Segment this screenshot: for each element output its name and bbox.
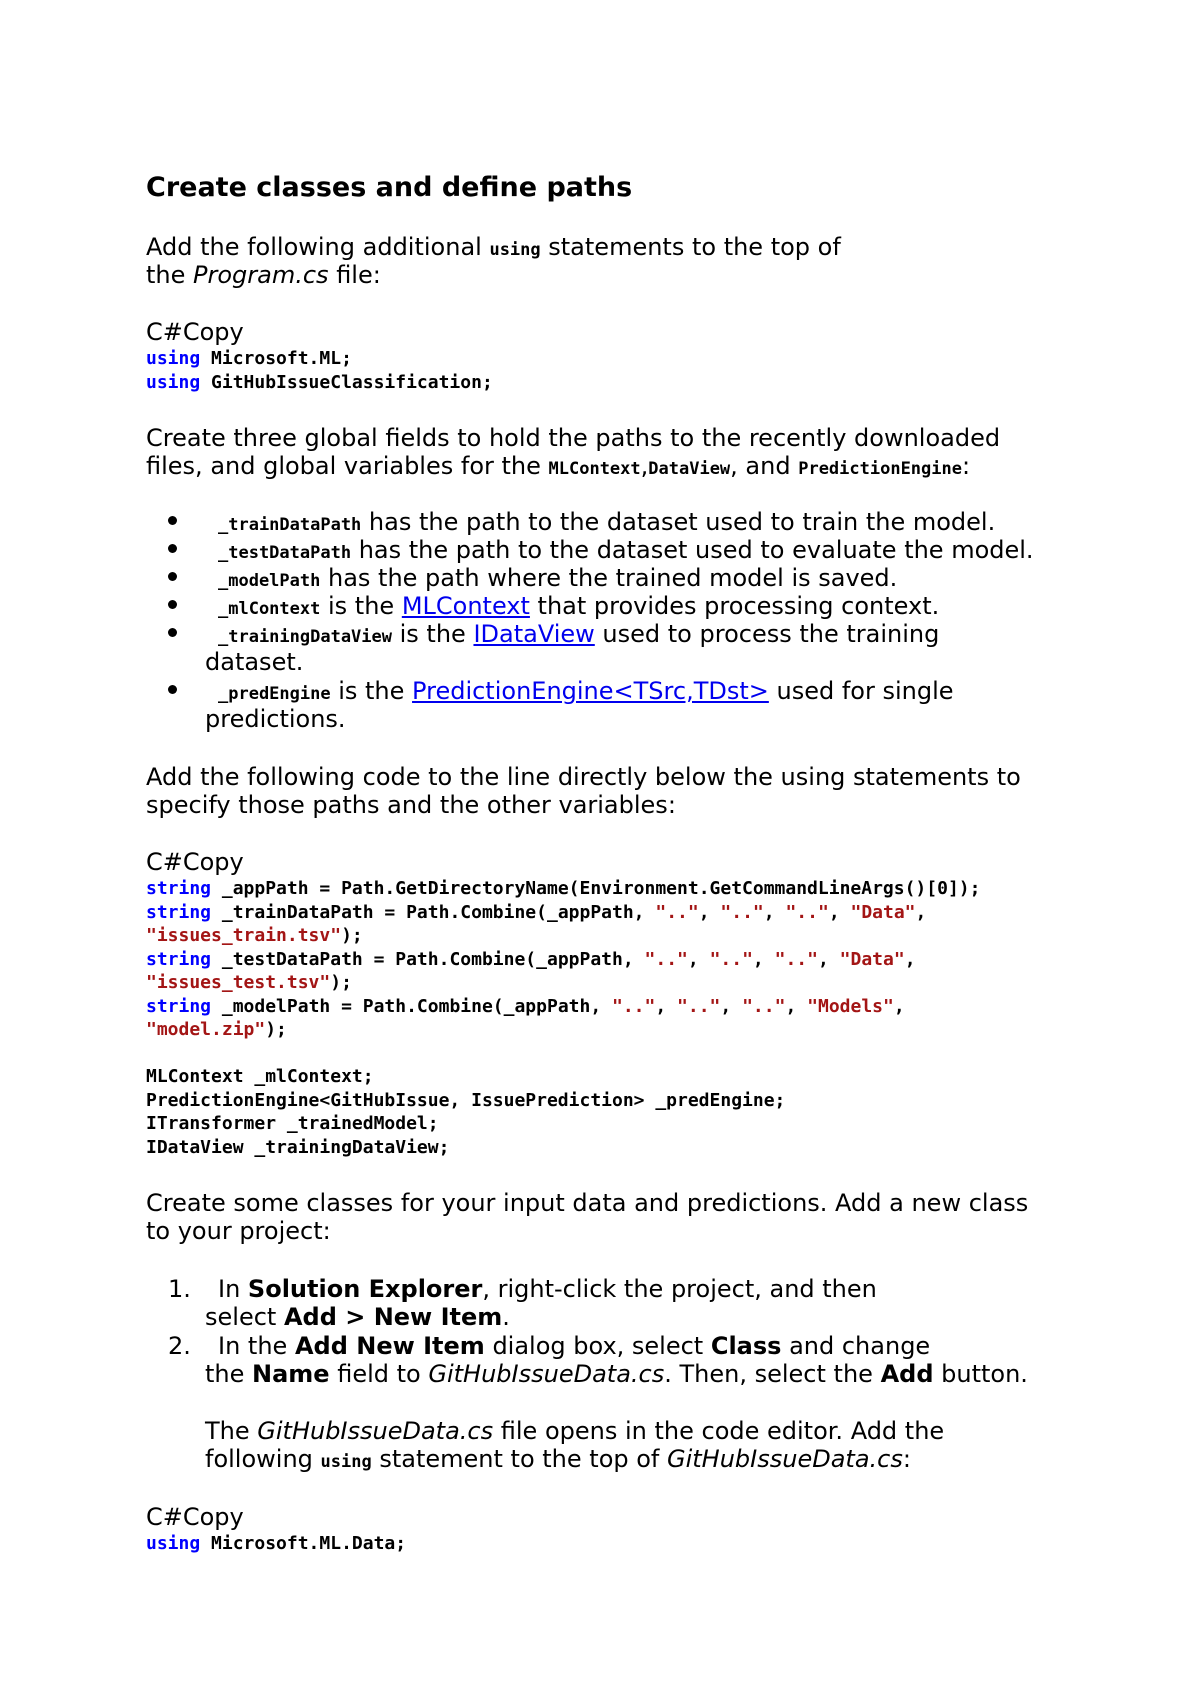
fields-line-2: files, and global variables for the MLContext,DataView, and PredictionEngine: bbox=[146, 452, 971, 480]
code-line: string _modelPath = Path.Combine(_appPath, "..", "..", "..", "Models", bbox=[146, 995, 905, 1017]
code-line: MLContext _mlContext; bbox=[146, 1066, 374, 1087]
list-item-continuation: predictions. bbox=[205, 705, 346, 733]
inline-code: _modelPath bbox=[218, 571, 321, 591]
ui-term: Name bbox=[252, 1360, 330, 1388]
code-copy-label[interactable]: C#Copy bbox=[146, 848, 244, 876]
code-line: using Microsoft.ML; bbox=[146, 348, 352, 369]
step-item-continuation: the Name field to GitHubIssueData.cs. Then, select the Add button. bbox=[205, 1360, 1028, 1388]
mlcontext-link[interactable]: MLContext bbox=[401, 592, 530, 620]
ui-term: Add bbox=[880, 1360, 934, 1388]
file-name: Program.cs bbox=[193, 261, 329, 289]
fields-line-1: Create three global fields to hold the paths to the recently downloaded bbox=[146, 424, 1001, 452]
code-line: ITransformer _trainedModel; bbox=[146, 1113, 439, 1134]
inline-code: _predEngine bbox=[218, 684, 331, 704]
code-line: using Microsoft.ML.Data; bbox=[146, 1533, 407, 1554]
intro-text: file: bbox=[328, 261, 381, 289]
list-item: _trainDataPath has the path to the dataset used to train the model. bbox=[218, 508, 996, 536]
inline-code: DataView bbox=[648, 459, 731, 479]
code-line: string _appPath = Path.GetDirectoryName(Environment.GetCommandLineArgs()[0]); bbox=[146, 878, 981, 899]
opens-line-1: The GitHubIssueData.cs file opens in the code editor. Add the bbox=[205, 1417, 945, 1445]
code-line: "issues_train.tsv"); bbox=[146, 925, 363, 946]
file-name: GitHubIssueData.cs bbox=[257, 1417, 494, 1445]
ui-term: Class bbox=[710, 1332, 782, 1360]
code-copy-label[interactable]: C#Copy bbox=[146, 318, 244, 346]
ui-term: Add New Item bbox=[294, 1332, 485, 1360]
add-code-line-1: Add the following code to the line directly below the using statements to bbox=[146, 763, 1021, 791]
code-block-using bbox=[146, 347, 493, 394]
list-item: _trainingDataView is the IDataView used to process the training bbox=[218, 620, 940, 648]
code-line: IDataView _trainingDataView; bbox=[146, 1136, 450, 1158]
code-copy-label[interactable]: C#Copy bbox=[146, 1503, 244, 1531]
bullet-icon bbox=[168, 516, 177, 525]
inline-code: using bbox=[320, 1452, 372, 1472]
step-item-continuation: select Add > New Item. bbox=[205, 1303, 510, 1331]
classes-line-2: to your project: bbox=[146, 1217, 331, 1245]
list-item: _mlContext is the MLContext that provides processing context. bbox=[218, 592, 940, 620]
page-title: Create classes and define paths bbox=[146, 172, 633, 203]
bullet-icon bbox=[168, 544, 177, 553]
intro-text: statements to the top of bbox=[540, 233, 841, 261]
intro-text: Add the following additional bbox=[146, 233, 490, 261]
inline-code: PredictionEngine bbox=[798, 459, 962, 479]
file-name: GitHubIssueData.cs bbox=[428, 1360, 665, 1388]
bullet-icon bbox=[168, 600, 177, 609]
code-line: PredictionEngine<GitHubIssue, IssuePrediction> _predEngine; bbox=[146, 1089, 786, 1111]
code-line: "issues_test.tsv"); bbox=[146, 972, 352, 993]
inline-code: MLContext bbox=[548, 459, 641, 479]
idataview-link[interactable]: IDataView bbox=[473, 620, 595, 648]
add-code-line-2: specify those paths and the other variables: bbox=[146, 791, 676, 819]
ui-term: Add > New Item bbox=[283, 1303, 503, 1331]
inline-code: _trainingDataView bbox=[218, 627, 392, 647]
list-item: _predEngine is the PredictionEngine<TSrc,TDst> used for single bbox=[218, 677, 954, 705]
file-name: GitHubIssueData.cs bbox=[667, 1445, 903, 1473]
ui-term: Solution Explorer bbox=[247, 1275, 483, 1303]
bullet-icon bbox=[168, 572, 177, 581]
step-number: 1. bbox=[168, 1275, 191, 1303]
intro-text: the bbox=[146, 261, 194, 289]
code-line: string _trainDataPath = Path.Combine(_appPath, "..", "..", "..", "Data", bbox=[146, 901, 927, 923]
code-block-using-data bbox=[146, 1532, 406, 1556]
inline-code: _testDataPath bbox=[218, 543, 352, 563]
code-line: using GitHubIssueClassification; bbox=[146, 371, 493, 393]
list-item: _modelPath has the path where the trained model is saved. bbox=[218, 564, 898, 592]
opens-line-2: following using statement to the top of GitHubIssueData.cs: bbox=[205, 1445, 911, 1473]
inline-code: _trainDataPath bbox=[218, 515, 362, 535]
predictionengine-link[interactable]: PredictionEngine<TSrc,TDst> bbox=[412, 677, 769, 705]
list-item: _testDataPath has the path to the dataset used to evaluate the model. bbox=[218, 536, 1034, 564]
intro-line-2 bbox=[146, 261, 381, 289]
intro-line-1 bbox=[146, 233, 841, 264]
code-line: string _testDataPath = Path.Combine(_appPath, "..", "..", "..", "Data", bbox=[146, 948, 916, 970]
bullet-icon bbox=[168, 628, 177, 637]
step-item: In Solution Explorer, right-click the project, and then bbox=[218, 1275, 877, 1303]
bullet-icon bbox=[168, 685, 177, 694]
step-number: 2. bbox=[168, 1332, 191, 1360]
inline-code: using bbox=[489, 240, 541, 260]
classes-line-1: Create some classes for your input data and predictions. Add a new class bbox=[146, 1189, 1029, 1217]
code-line: "model.zip"); bbox=[146, 1019, 287, 1040]
code-block-paths bbox=[146, 877, 980, 1159]
list-item-continuation: dataset. bbox=[205, 648, 304, 676]
inline-code: _mlContext bbox=[218, 599, 321, 619]
step-item: In the Add New Item dialog box, select Class and change bbox=[218, 1332, 931, 1360]
